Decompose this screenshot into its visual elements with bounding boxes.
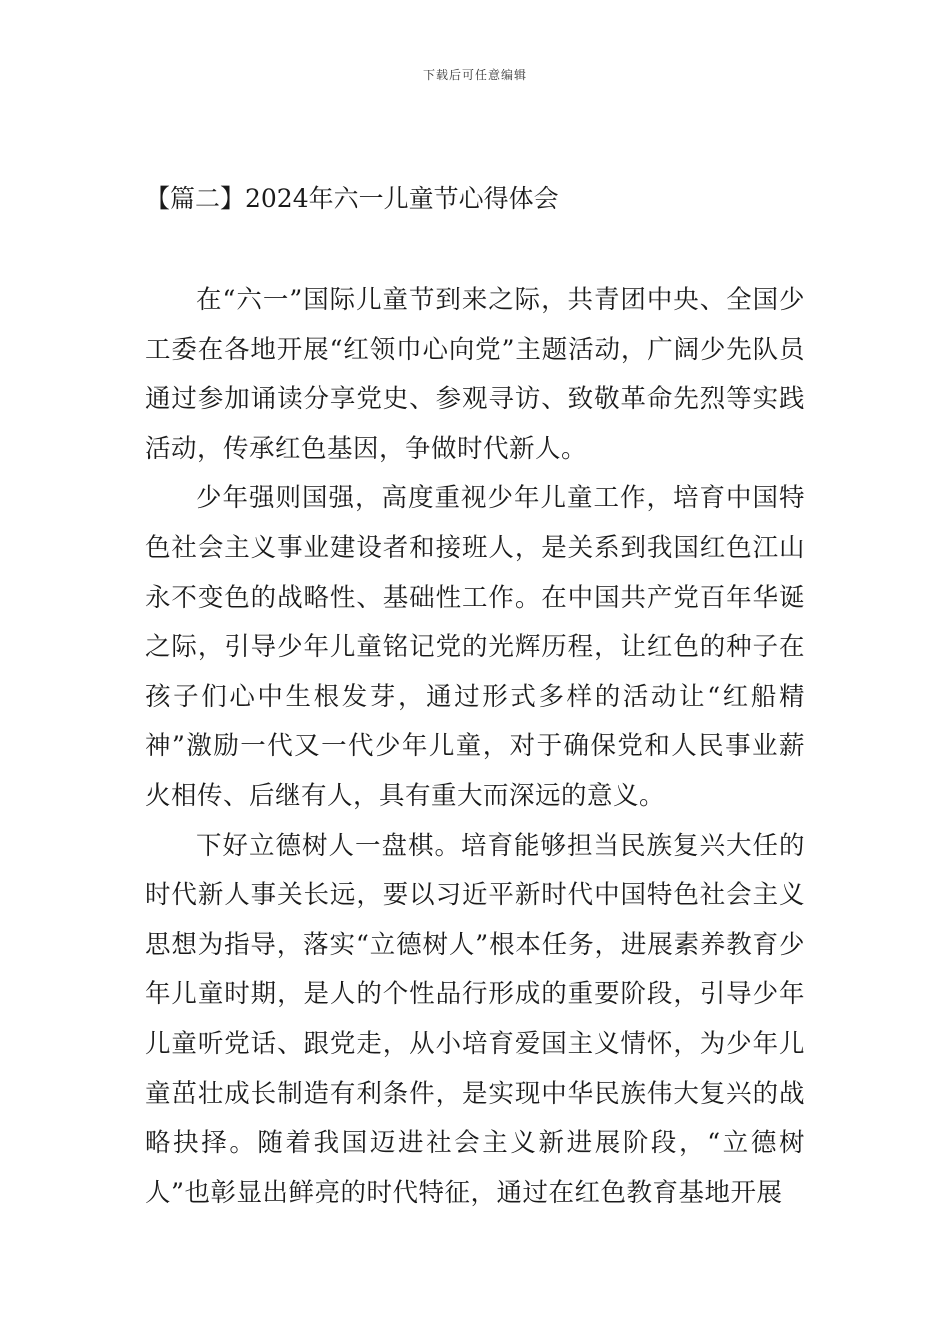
paragraph-3: 下好立德树人一盘棋。培育能够担当民族复兴大任的时代新人事关长远，要以习近平新时代中国特色社会主义思想为指导，落实“立德树人”根本任务，进展素养教育少年儿童时期，是人的个性品行形成的重要阶段，引导少年儿童听党话、跟党走，从小培育爱国主义情怀，为少年儿童茁壮成长制造有利条件，是实现中华民族伟大复兴的战略抉择。随着我国迈进社会主义新进展阶段，“立德树人”也彰显出鲜亮的时代特征，通过在红色教育基地开展 bbox=[145, 830, 805, 1208]
document-title: 【篇二】2024年六一儿童节心得体会 bbox=[145, 184, 559, 213]
paragraph-2: 少年强则国强，高度重视少年儿童工作，培育中国特色社会主义事业建设者和接班人，是关系到我国红色江山永不变色的战略性、基础性工作。在中国共产党百年华诞之际，引导少年儿童铭记党的光辉历程，让红色的种子在孩子们心中生根发芽，通过形式多样的活动让“红船精神”激励一代又一代少年儿童，对于确保党和人民事业薪火相传、后继有人，具有重大而深远的意义。 bbox=[145, 483, 805, 811]
header-note: 下载后可任意编辑 bbox=[422, 68, 527, 82]
paragraph-1: 在“六一”国际儿童节到来之际，共青团中央、全国少工委在各地开展“红领巾心向党”主题活动，广阔少先队员通过参加诵读分享党史、参观寻访、致敬革命先烈等实践活动，传承红色基因，争做时代新人。 bbox=[145, 285, 805, 464]
document-body bbox=[145, 276, 805, 1218]
